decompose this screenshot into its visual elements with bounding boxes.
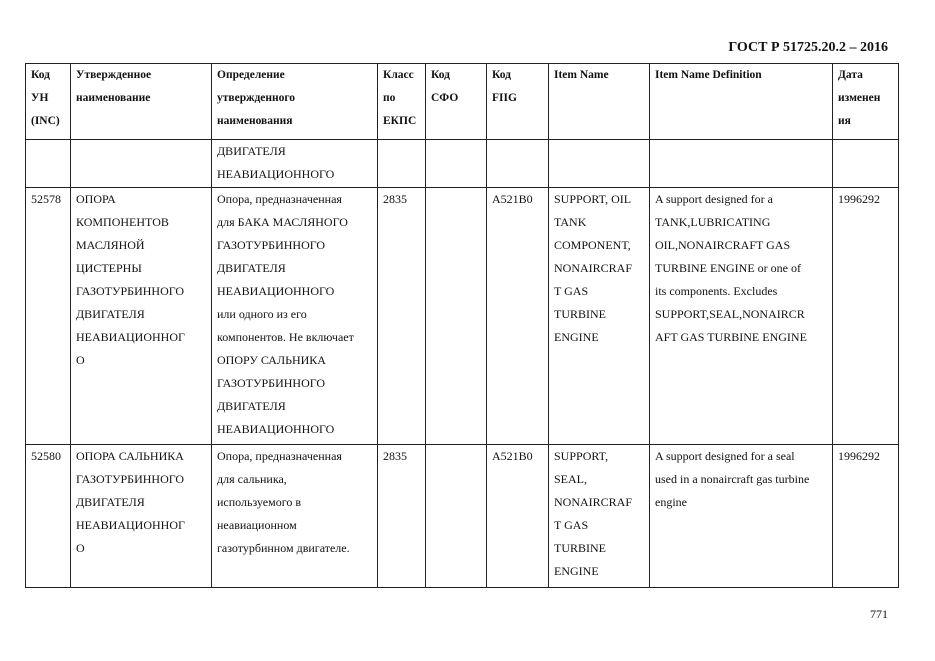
cell-approved-name <box>71 140 212 188</box>
document-header: ГОСТ Р 51725.20.2 – 2016 <box>728 40 888 55</box>
col-header-fiig: Код FIIG <box>487 64 549 140</box>
cell-class: 2835 <box>378 445 426 588</box>
cell-item-name: SUPPORT, OIL TANK COMPONENT, NONAIRCRAF T GAS TURBINE ENGINE <box>549 188 650 445</box>
table-header-row <box>26 64 899 140</box>
cell-sfo <box>426 445 487 588</box>
cell-sfo <box>426 188 487 445</box>
registry-table <box>25 63 899 588</box>
cell-inc: 52578 <box>26 188 71 445</box>
cell-definition: Опора, предназначенная для БАКА МАСЛЯНОГО ГАЗОТУРБИННОГО ДВИГАТЕЛЯ НЕАВИАЦИОННОГО или одного из его компонентов. Не включает ОПОРУ САЛЬНИКА ГАЗОТУРБИННОГО ДВИГАТЕЛЯ НЕАВИАЦИОННОГО <box>212 188 378 445</box>
cell-fiig: A521B0 <box>487 445 549 588</box>
cell-class <box>378 140 426 188</box>
cell-definition: Опора, предназначенная для сальника, используемого в неавиационном газотурбинном двигателе. <box>212 445 378 588</box>
cell-date: 1996292 <box>833 445 899 588</box>
table-row <box>26 188 899 445</box>
col-header-date: Дата изменен ия <box>833 64 899 140</box>
cell-sfo <box>426 140 487 188</box>
cell-item-def <box>650 140 833 188</box>
cell-inc <box>26 140 71 188</box>
page-number: 771 <box>870 607 888 621</box>
cell-item-def: A support designed for a TANK,LUBRICATING OIL,NONAIRCRAFT GAS TURBINE ENGINE or one of its components. Excludes SUPPORT,SEAL,NONAIRCR AFT GAS TURBINE ENGINE <box>650 188 833 445</box>
cell-fiig <box>487 140 549 188</box>
cell-item-name <box>549 140 650 188</box>
col-header-item-name: Item Name <box>549 64 650 140</box>
cell-definition: ДВИГАТЕЛЯ НЕАВИАЦИОННОГО <box>212 140 378 188</box>
col-header-inc: Код УН (INC) <box>26 64 71 140</box>
cell-date <box>833 140 899 188</box>
cell-inc: 52580 <box>26 445 71 588</box>
cell-approved-name: ОПОРА КОМПОНЕНТОВ МАСЛЯНОЙ ЦИСТЕРНЫ ГАЗОТУРБИННОГО ДВИГАТЕЛЯ НЕАВИАЦИОННОГ О <box>71 188 212 445</box>
col-header-definition: Определение утвержденного наименования <box>212 64 378 140</box>
table-row <box>26 140 899 188</box>
col-header-item-def: Item Name Definition <box>650 64 833 140</box>
cell-class: 2835 <box>378 188 426 445</box>
cell-fiig: A521B0 <box>487 188 549 445</box>
table-row <box>26 445 899 588</box>
cell-date: 1996292 <box>833 188 899 445</box>
col-header-sfo: Код СФО <box>426 64 487 140</box>
col-header-class: Класс по ЕКПС <box>378 64 426 140</box>
cell-item-def: A support designed for a seal used in a nonaircraft gas turbine engine <box>650 445 833 588</box>
col-header-approved-name: Утвержденное наименование <box>71 64 212 140</box>
cell-approved-name: ОПОРА САЛЬНИКА ГАЗОТУРБИННОГО ДВИГАТЕЛЯ НЕАВИАЦИОННОГ О <box>71 445 212 588</box>
cell-item-name: SUPPORT, SEAL, NONAIRCRAF T GAS TURBINE ENGINE <box>549 445 650 588</box>
